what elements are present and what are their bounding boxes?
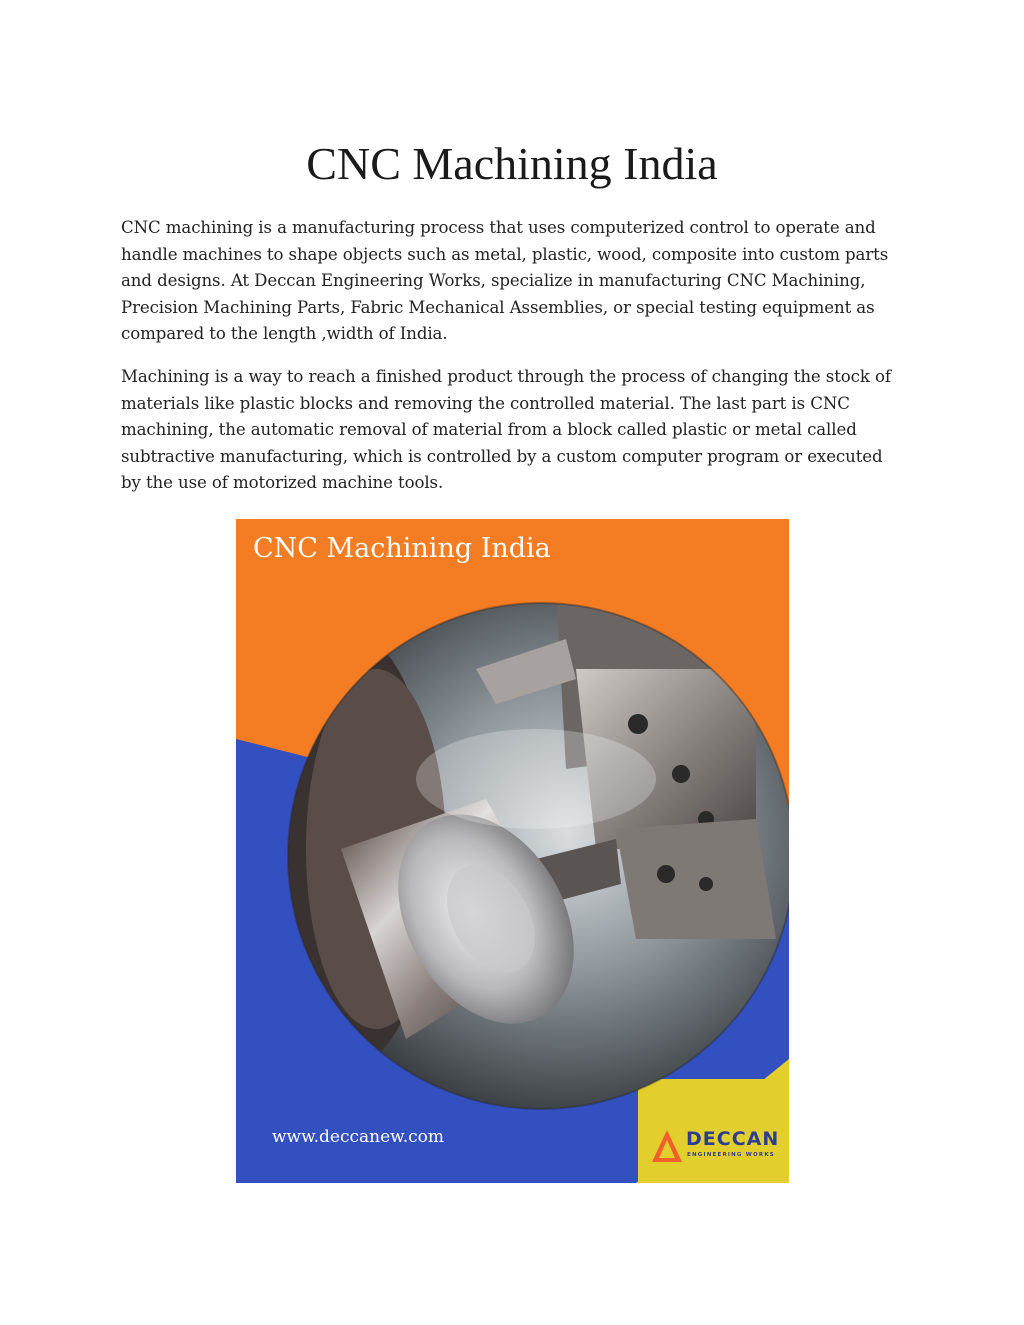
poster-url: www.deccanew.com: [272, 1127, 444, 1147]
page-title: CNC Machining India: [306, 138, 718, 189]
machining-paragraph: Machining is a way to reach a finished product through the process of changing the stock of materials like plastic blocks and removing the controlled material. The last part is CNC machining, the automatic removal of material from a block called plastic or metal called subtractive manufacturing, which is controlled by a custom computer program or executed by the use of motorized machine tools.: [121, 367, 891, 493]
poster-title: CNC Machining India: [253, 533, 551, 564]
triangle-logo-icon: [651, 1128, 683, 1164]
brand-tagline: ENGINEERING WORKS: [687, 1152, 775, 1158]
cnc-poster-image: [236, 519, 789, 1183]
deccan-logo: [645, 1128, 789, 1164]
brand-name: DECCAN: [686, 1128, 780, 1150]
poster-artwork: [236, 519, 789, 1183]
intro-paragraph: CNC machining is a manufacturing process that uses computerized control to operate and handle machines to shape objects such as metal, plastic, wood, composite into custom parts and designs. At Deccan Engineering Works, specialize in manufacturing CNC Machining, Precision Machining Parts, Fabric Mechanical Assemblies, or special testing equipment as compared to the length ,width of India.: [121, 218, 889, 344]
